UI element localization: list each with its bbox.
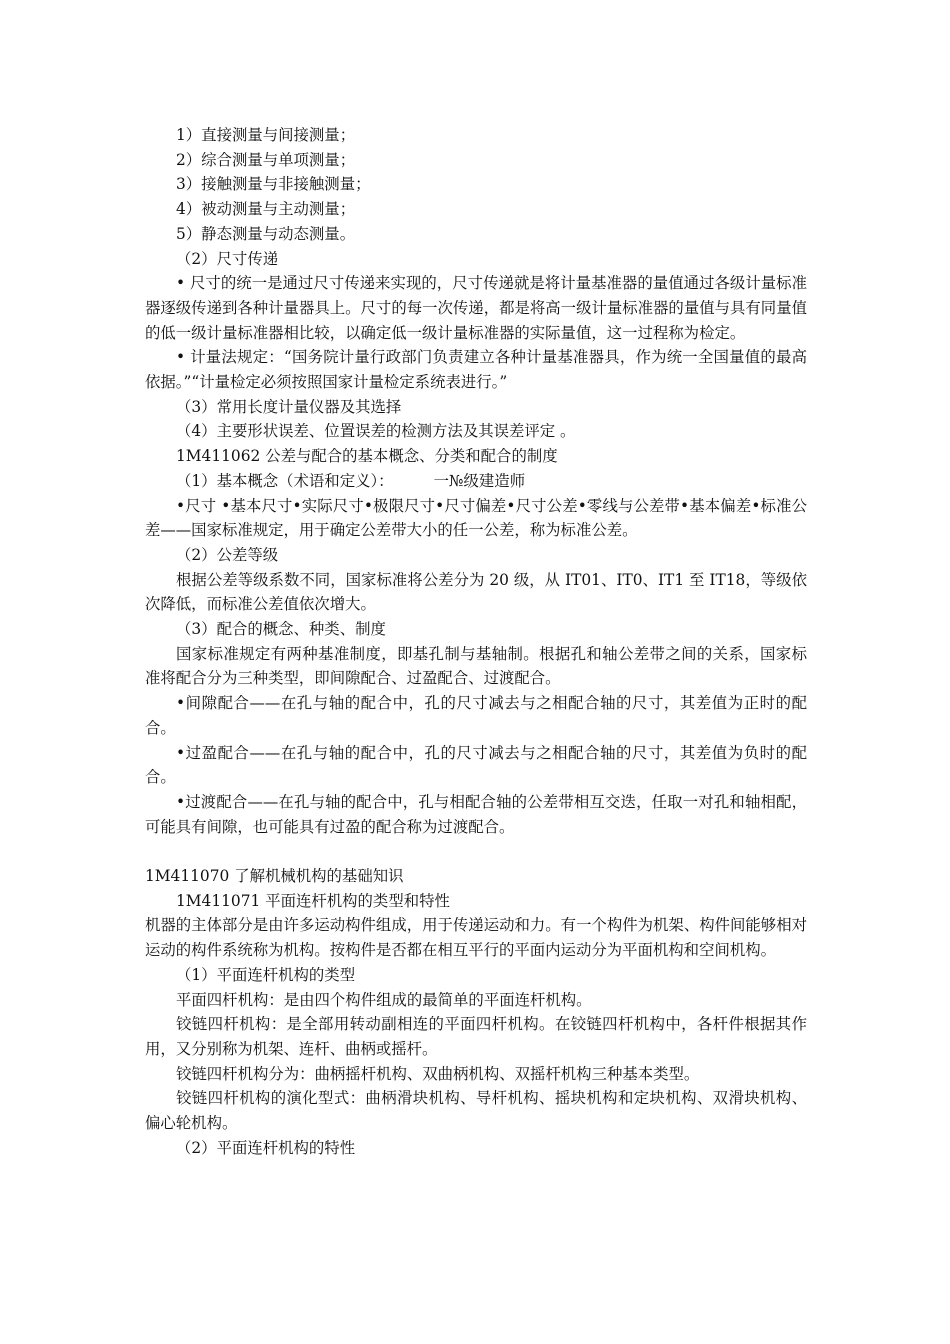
basic-concepts-label: （1）基本概念（术语和定义）： bbox=[176, 471, 394, 490]
paragraph-size-transfer: • 尺寸的统一是通过尺寸传递来实现的，尺寸传递就是将计量基准器的量值通过各级计量标准器逐级传递到各种计量器具上。尺寸的每一次传递，都是将高一级计量标准器的量值与具有同量值的低一级计量标准器相比较，以确定低一级计量标准器的实际量值，这一过程称为检定。 bbox=[145, 274, 807, 342]
list-item-direct-measurement: 1）直接测量与间接测量； bbox=[176, 126, 356, 144]
watermark-text: 一№级建造师 bbox=[433, 471, 526, 490]
paragraph-interference-fit: •过盈配合——在孔与轴的配合中，孔的尺寸减去与之相配合轴的尺寸，其差值为负时的配合。 bbox=[145, 743, 807, 787]
list-item-passive-measurement: 4）被动测量与主动测量； bbox=[176, 200, 356, 219]
paragraph-fit-systems: 国家标准规定有两种基准制度，即基孔制与基轴制。根据孔和轴公差带之间的关系，国家标准将配合分为三种类型，即间隙配合、过盈配合、过渡配合。 bbox=[145, 644, 807, 688]
list-item-comprehensive-measurement: 2）综合测量与单项测量； bbox=[176, 150, 356, 169]
paragraph-evolution: 铰链四杆机构的演化型式：曲柄滑块机构、导杆机构、摇块机构和定块机构、双滑块机构、偏心轮机构。 bbox=[145, 1089, 807, 1133]
heading-linkage-types: （1）平面连杆机构的类型 bbox=[176, 965, 356, 984]
heading-form-errors: （4）主要形状误差、位置误差的检测方法及其误差评定 。 bbox=[176, 422, 576, 441]
list-item-static-measurement: 5）静态测量与动态测量。 bbox=[176, 224, 356, 243]
list-item-contact-measurement: 3）接触测量与非接触测量； bbox=[176, 175, 371, 194]
document-body bbox=[145, 123, 807, 1161]
paragraph-tolerance-grade: 根据公差等级系数不同，国家标准将公差分为 20 级，从 IT01、IT0、IT1 至 IT18，等级依次降低，而标准公差值依次增大。 bbox=[145, 570, 807, 614]
paragraph-mechanism: 机器的主体部分是由许多运动构件组成，用于传递运动和力。有一个构件为机架、构件间能够相对运动的构件系统称为机构。按构件是否都在相互平行的平面内运动分为平面机构和空间机构。 bbox=[145, 916, 807, 960]
heading-length-instruments: （3）常用长度计量仪器及其选择 bbox=[176, 397, 402, 416]
section-gap bbox=[145, 839, 807, 864]
paragraph-clearance-fit: •间隙配合——在孔与轴的配合中，孔的尺寸减去与之相配合轴的尺寸，其差值为正时的配合。 bbox=[145, 694, 807, 737]
heading-1m411071: 1M411071 平面连杆机构的类型和特性 bbox=[176, 891, 450, 910]
heading-tolerance-grade: （2）公差等级 bbox=[176, 545, 279, 564]
heading-1m411070: 1M411070 了解机械机构的基础知识 bbox=[145, 867, 404, 886]
heading-fit: （3）配合的概念、种类、制度 bbox=[176, 620, 386, 639]
paragraph-hinged-types: 铰链四杆机构分为：曲柄摇杆机构、双曲柄机构、双摇杆机构三种基本类型。 bbox=[176, 1064, 700, 1083]
paragraph-metrology-law: • 计量法规定：“国务院计量行政部门负责建立各种计量基准器具，作为统一全国量值的最高依据。”“计量检定必须按照国家计量检定系统表进行。” bbox=[145, 348, 807, 392]
paragraph-terms: •尺寸 •基本尺寸•实际尺寸•极限尺寸•尺寸偏差•尺寸公差•零线与公差带•基本偏差•标准公差——国家标准规定，用于确定公差带大小的任一公差，称为标准公差。 bbox=[145, 496, 807, 540]
heading-linkage-features: （2）平面连杆机构的特性 bbox=[176, 1138, 356, 1157]
paragraph-hinged-four-bar: 铰链四杆机构：是全部用转动副相连的平面四杆机构。在铰链四杆机构中，各杆件根据其作用，又分别称为机架、连杆、曲柄或摇杆。 bbox=[145, 1015, 807, 1058]
paragraph-four-bar: 平面四杆机构：是由四个构件组成的最简单的平面连杆机构。 bbox=[176, 990, 592, 1009]
heading-1m411062: 1M411062 公差与配合的基本概念、分类和配合的制度 bbox=[176, 447, 558, 466]
paragraph-transition-fit: •过渡配合——在孔与轴的配合中，孔与相配合轴的公差带相互交迭，任取一对孔和轴相配，可能具有间隙，也可能具有过盈的配合称为过渡配合。 bbox=[145, 792, 807, 836]
heading-basic-concepts bbox=[145, 469, 807, 494]
heading-size-transfer: （2）尺寸传递 bbox=[176, 249, 279, 268]
